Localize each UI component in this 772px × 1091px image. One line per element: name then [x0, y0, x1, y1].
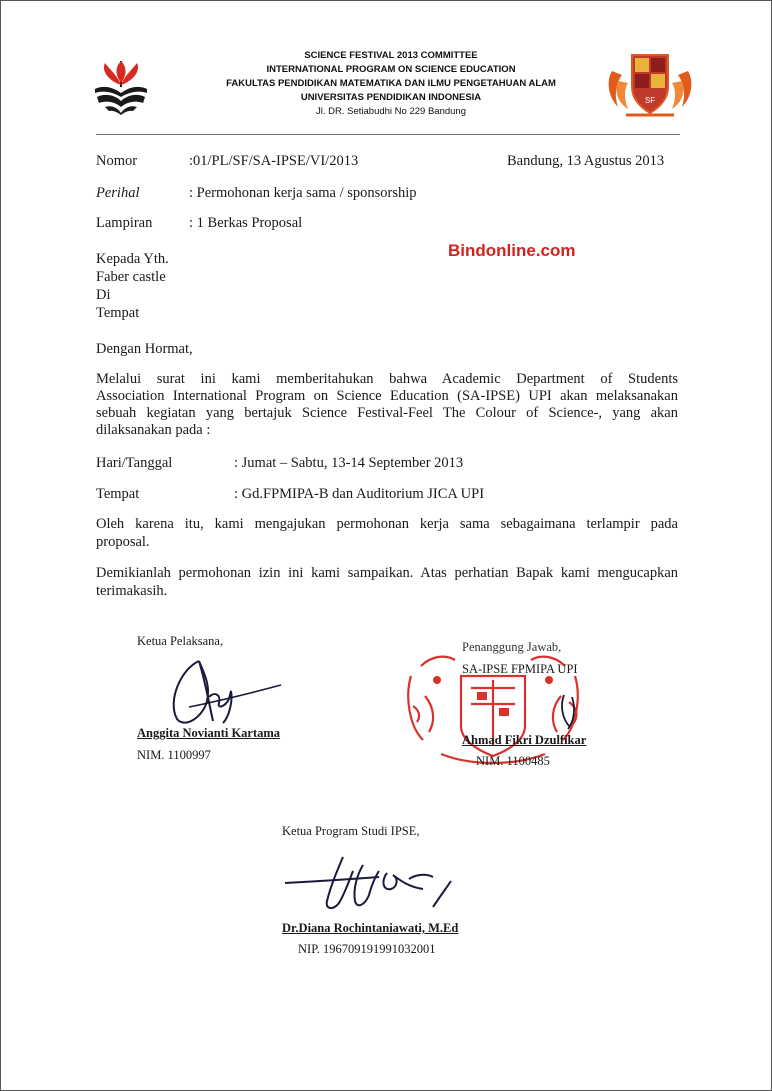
right-signer-subtitle: SA-IPSE FPMIPA UPI: [462, 662, 578, 676]
letterhead-line4: UNIVERSITAS PENDIDIKAN INDONESIA: [300, 92, 482, 103]
recipient-line: Di: [96, 287, 111, 303]
tempat-value: : Gd.FPMIPA-B dan Auditorium JICA UPI: [234, 486, 485, 502]
right-signature-icon: [556, 691, 586, 731]
body-line: Oleh karena itu, kami mengajukan permohonan kerja sama sebagaimana terlampir pada: [96, 516, 678, 532]
body-line: proposal.: [96, 534, 150, 550]
body-line: terimakasih.: [96, 583, 168, 599]
body-line: Demikianlah permohonan izin ini kami sampaikan. Atas perhatian Bapak kami mengucapkan: [96, 565, 678, 581]
nomor-value: :01/PL/SF/SA-IPSE/VI/2013: [189, 153, 359, 169]
recipient-line: Kepada Yth.: [96, 251, 169, 267]
bottom-signer-title: Ketua Program Studi IPSE,: [282, 824, 420, 838]
left-signer-name: Anggita Novianti Kartama: [137, 726, 281, 740]
body-line: dilaksanakan pada :: [96, 422, 211, 438]
letterhead: [181, 49, 601, 119]
festival-crest-icon: [604, 51, 696, 123]
university-logo-icon: [91, 57, 151, 117]
body-line: Melalui surat ini kami memberitahukan bahwa Academic Department of Students: [96, 371, 678, 387]
left-signer-title: Ketua Pelaksana,: [137, 634, 224, 648]
nomor-label: Nomor: [96, 153, 138, 169]
perihal-label: Perihal: [96, 185, 140, 201]
lampiran-value: : 1 Berkas Proposal: [189, 215, 303, 231]
header-divider: [96, 134, 680, 135]
left-signature-icon: [159, 651, 289, 731]
svg-text:SF: SF: [644, 96, 656, 105]
letterhead-line1: SCIENCE FESTIVAL 2013 COMMITTEE: [304, 50, 478, 61]
bottom-signer-name: Dr.Diana Rochintaniawati, M.Ed: [282, 921, 459, 935]
right-signer-name: Ahmad Fikri Dzulfikar: [462, 733, 587, 747]
perihal-value: : Permohonan kerja sama / sponsorship: [189, 185, 417, 201]
bottom-signature-icon: [283, 851, 453, 921]
letterhead-address: Jl. DR. Setiabudhi No 229 Bandung: [316, 106, 466, 117]
letter-date: Bandung, 13 Agustus 2013: [507, 153, 665, 169]
left-signer-nim: NIM. 1100997: [137, 748, 211, 762]
right-signer-nim: NIM. 1100485: [476, 754, 550, 768]
recipient-line: Faber castle: [96, 269, 166, 285]
greeting: Dengan Hormat,: [96, 341, 193, 357]
bottom-signer-nip: NIP. 196709191991032001: [298, 942, 436, 956]
body-line: Association International Program on Science Education (SA-IPSE) UPI akan melaksanakan: [96, 388, 678, 404]
recipient-line: Tempat: [96, 305, 140, 321]
letterhead-line2: INTERNATIONAL PROGRAM ON SCIENCE EDUCATION: [266, 64, 516, 75]
hari-label: Hari/Tanggal: [96, 455, 173, 471]
letterhead-line3: FAKULTAS PENDIDIKAN MATEMATIKA DAN ILMU PENGETAHUAN ALAM: [226, 78, 556, 89]
hari-value: : Jumat – Sabtu, 13-14 September 2013: [234, 455, 464, 471]
watermark-text: Bindonline.com: [448, 241, 576, 260]
body-line: sebuah kegiatan yang bertajuk Science Festival-Feel The Colour of Science-, yang akan: [96, 405, 678, 421]
right-signer-title: Penanggung Jawab,: [462, 640, 562, 654]
tempat-label: Tempat: [96, 486, 140, 502]
lampiran-label: Lampiran: [96, 215, 153, 231]
